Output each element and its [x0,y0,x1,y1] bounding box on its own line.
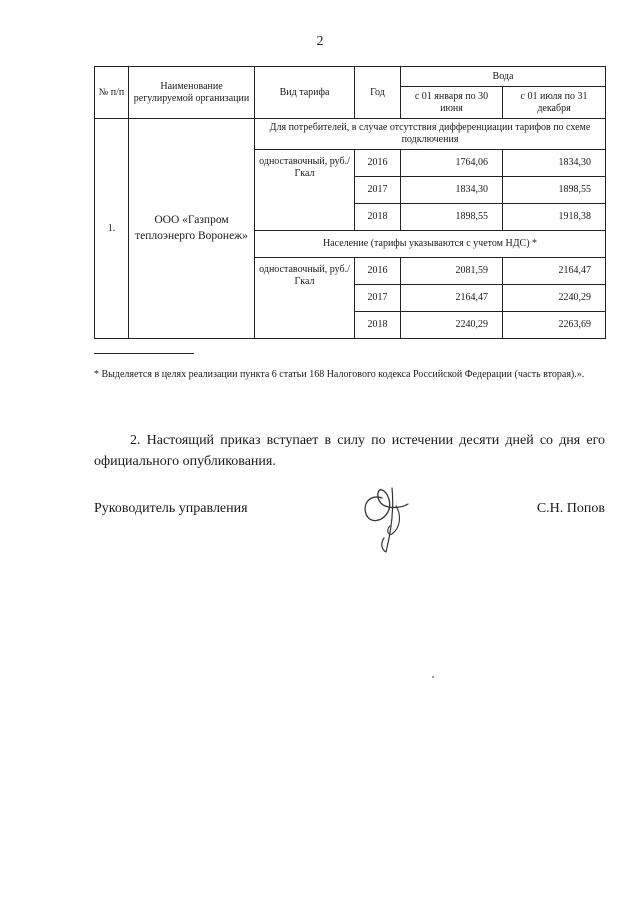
tariff-kind: одноставочный, руб./Гкал [255,258,355,339]
tariff-table [94,66,606,339]
handwritten-signature [352,478,422,558]
value-cell: 1898,55 [503,177,606,204]
value-cell: 2164,47 [401,285,503,312]
value-cell: 2164,47 [503,258,606,285]
value-cell: 1898,55 [401,204,503,231]
order-clause: 2. Настоящий приказ вступает в силу по истечении десяти дней со дня его официального опубликования. [94,433,605,469]
year-cell: 2016 [355,150,401,177]
section-title: Население (тарифы указываются с учетом НДС) * [255,231,606,258]
scan-speck [432,676,434,678]
footnote: * Выделяется в целях реализации пункта 6 статьи 168 Налогового кодекса Российской Федерации (часть вторая).». [94,369,585,380]
organization-name: ООО «Газпром теплоэнерго Воронеж» [129,119,255,339]
section-title: Для потребителей, в случае отсутствия дифференциации тарифов по схеме подключения [255,119,606,150]
year-cell: 2018 [355,204,401,231]
value-cell: 2263,69 [503,312,606,339]
header-period-2: с 01 июля по 31 декабря [503,87,606,119]
value-cell: 1764,06 [401,150,503,177]
value-cell: 2240,29 [503,285,606,312]
header-tariff-kind: Вид тарифа [255,67,355,119]
page-number: 2 [316,34,324,49]
year-cell: 2017 [355,177,401,204]
row-number: 1. [95,119,129,339]
footnote-divider [94,353,194,354]
value-cell: 1834,30 [401,177,503,204]
value-cell: 1834,30 [503,150,606,177]
header-year: Год [355,67,401,119]
header-org: Наименование регулируемой организации [129,67,255,119]
header-water: Вода [401,67,606,87]
value-cell: 1918,38 [503,204,606,231]
signatory-name: С.Н. Попов [536,501,605,516]
year-cell: 2016 [355,258,401,285]
value-cell: 2081,59 [401,258,503,285]
signatory-title: Руководитель управления [94,501,248,516]
value-cell: 2240,29 [401,312,503,339]
header-period-1: с 01 января по 30 июня [401,87,503,119]
year-cell: 2018 [355,312,401,339]
header-num: № п/п [95,67,129,119]
year-cell: 2017 [355,285,401,312]
tariff-kind: одноставочный, руб./Гкал [255,150,355,231]
